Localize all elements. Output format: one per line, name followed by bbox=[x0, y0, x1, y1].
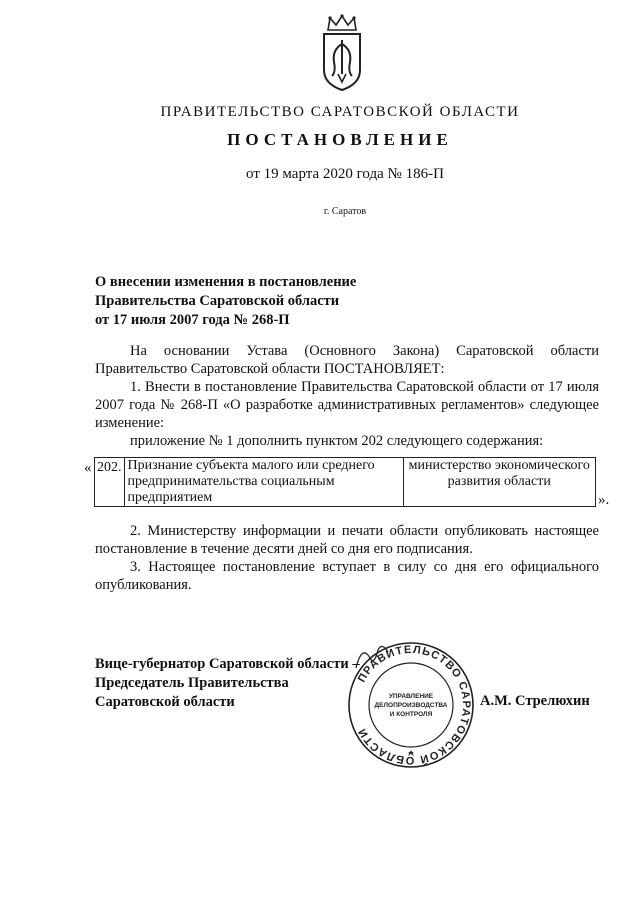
handwritten-signature bbox=[352, 638, 392, 678]
close-quote: ». bbox=[598, 492, 610, 508]
item-1-line: 1. Внести в постановление Правительства Саратовской области от 17 июля bbox=[130, 379, 599, 395]
signatory-title-line: Саратовской области bbox=[95, 694, 235, 710]
signatory-name: А.М. Стрелюхин bbox=[480, 693, 590, 709]
coat-of-arms-icon bbox=[318, 14, 366, 92]
table-row bbox=[95, 458, 596, 507]
item-1-line: изменение: bbox=[95, 415, 165, 431]
stamp-inner-line: УПРАВЛЕНИЕ bbox=[388, 693, 434, 700]
appendix-table bbox=[94, 457, 596, 507]
government-heading: ПРАВИТЕЛЬСТВО САРАТОВСКОЙ ОБЛАСТИ bbox=[160, 104, 520, 120]
appendix-text: приложение № 1 дополнить пунктом 202 следующего содержания: bbox=[130, 433, 544, 449]
item-3-paragraph bbox=[95, 558, 599, 594]
preamble-paragraph bbox=[95, 342, 599, 378]
subject-line: Правительства Саратовской области bbox=[95, 293, 340, 309]
item-2-line: 2. Министерству информации и печати области опубликовать настоящее bbox=[130, 523, 599, 539]
item-2-paragraph bbox=[95, 522, 599, 558]
row-number-cell: 202. bbox=[95, 458, 125, 507]
service-cell: Признание субъекта малого или среднего предпринимательства социальным предприятием bbox=[124, 458, 403, 507]
stamp-inner-line: И КОНТРОЛЯ bbox=[389, 711, 433, 718]
appendix-line bbox=[95, 432, 599, 450]
stamp-outer-text: ПРАВИТЕЛЬСТВО САРАТОВСКОЙ ОБЛАСТИ bbox=[355, 643, 473, 767]
signatory-title-line: Вице-губернатор Саратовской области – bbox=[95, 656, 360, 672]
decree-date-number: от 19 марта 2020 года № 186-П bbox=[246, 166, 444, 182]
document-type-title: ПОСТАНОВЛЕНИЕ bbox=[227, 130, 453, 149]
ministry-cell: министерство экономического развития области bbox=[403, 458, 596, 507]
decree-subject bbox=[95, 273, 356, 330]
stamp-inner-line: ДЕЛОПРОИЗВОДСТВА bbox=[374, 702, 448, 709]
signatory-title bbox=[95, 655, 360, 712]
subject-line: О внесении изменения в постановление bbox=[95, 274, 357, 290]
item-3-line: 3. Настоящее постановление вступает в силу со дня его официального bbox=[130, 559, 599, 575]
city-label: г. Саратов bbox=[323, 206, 367, 217]
preamble-line: Правительство Саратовской области ПОСТАНОВЛЯЕТ: bbox=[95, 361, 445, 377]
preamble-line: На основании Устава (Основного Закона) Саратовской области bbox=[130, 343, 599, 359]
open-quote: « bbox=[84, 460, 92, 476]
signatory-title-line: Председатель Правительства bbox=[95, 675, 289, 691]
item-1-paragraph bbox=[95, 378, 599, 432]
item-3-line: опубликования. bbox=[95, 577, 192, 593]
item-1-line: 2007 года № 268-П «О разработке административных регламентов» следующее bbox=[95, 397, 599, 413]
item-2-line: постановление в течение десяти дней со дня его подписания. bbox=[95, 541, 473, 557]
subject-line: от 17 июля 2007 года № 268-П bbox=[95, 312, 290, 328]
